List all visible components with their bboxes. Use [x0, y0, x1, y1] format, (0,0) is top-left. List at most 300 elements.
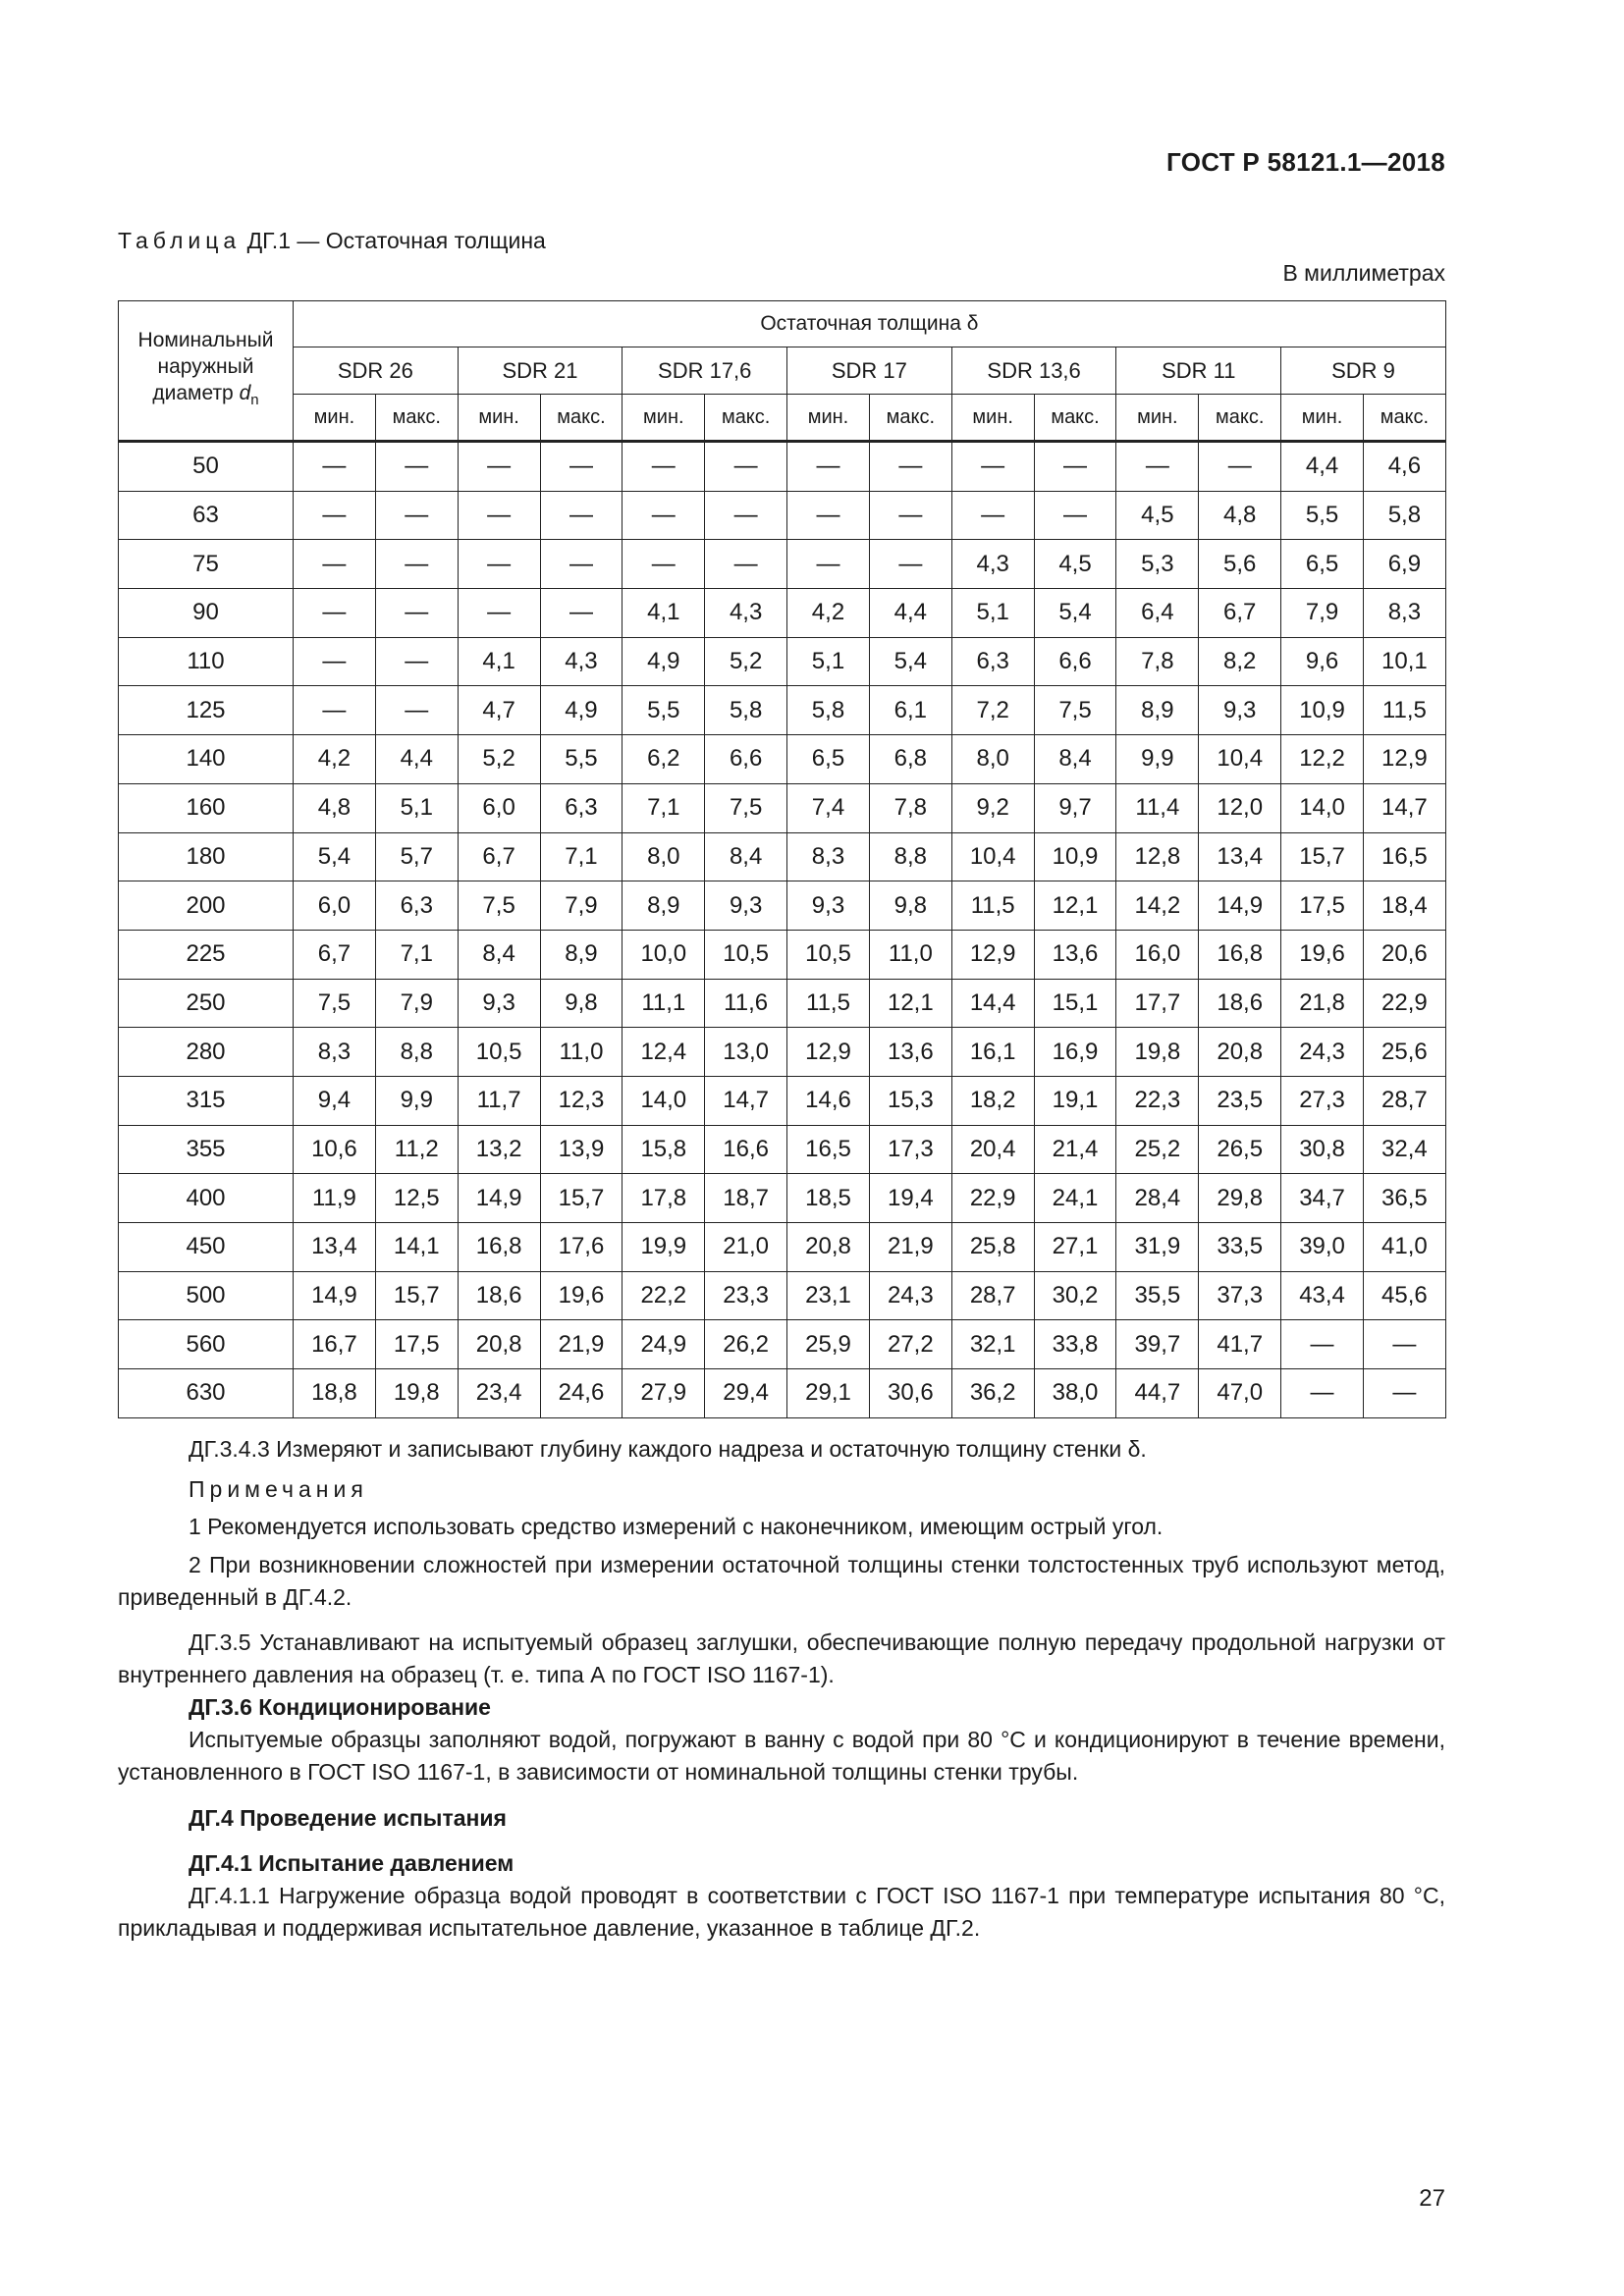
thickness-cell: 35,5 — [1116, 1271, 1199, 1320]
thickness-cell: 10,4 — [1199, 735, 1281, 784]
table-row — [119, 1125, 1446, 1174]
thickness-cell: — — [1034, 491, 1116, 540]
thickness-cell: 14,9 — [1199, 881, 1281, 931]
thickness-cell: 7,4 — [787, 783, 870, 832]
thickness-cell: 23,5 — [1199, 1076, 1281, 1125]
thickness-cell: 5,2 — [458, 735, 540, 784]
thickness-cell: 14,2 — [1116, 881, 1199, 931]
table-row — [119, 686, 1446, 735]
thickness-cell: — — [540, 540, 623, 589]
diameter-cell: 110 — [119, 637, 294, 686]
thickness-cell: 19,8 — [375, 1369, 458, 1418]
thickness-cell: — — [951, 491, 1034, 540]
table-row — [119, 589, 1446, 638]
thickness-cell: 5,5 — [623, 686, 705, 735]
diameter-cell: 355 — [119, 1125, 294, 1174]
sdr-header: SDR 17,6 — [623, 347, 787, 395]
thickness-cell: — — [1281, 1320, 1364, 1369]
thickness-cell: 20,8 — [458, 1320, 540, 1369]
paragraph-4-1-1: ДГ.4.1.1 Нагружение образца водой проводят в соответствии с ГОСТ ISO 1167-1 при температуре испытания 80 °С, прикладывая и поддерживая испытательное давление, указанное в таблице ДГ.2. — [118, 1883, 1445, 1941]
thickness-cell: 14,4 — [951, 979, 1034, 1028]
thickness-cell: — — [540, 589, 623, 638]
thickness-cell: 4,5 — [1034, 540, 1116, 589]
min-header: мин. — [1281, 395, 1364, 442]
thickness-cell: — — [787, 491, 870, 540]
thickness-cell: 13,9 — [540, 1125, 623, 1174]
thickness-cell: 7,1 — [540, 832, 623, 881]
thickness-cell: 33,5 — [1199, 1223, 1281, 1272]
thickness-cell: 39,7 — [1116, 1320, 1199, 1369]
min-header: мин. — [1116, 395, 1199, 442]
thickness-cell: 4,6 — [1363, 442, 1445, 492]
thickness-cell: — — [869, 540, 951, 589]
thickness-cell: 41,7 — [1199, 1320, 1281, 1369]
thickness-cell: 7,5 — [1034, 686, 1116, 735]
thickness-cell: — — [375, 589, 458, 638]
page-number: 27 — [1419, 2185, 1445, 2212]
thickness-cell: 28,7 — [1363, 1076, 1445, 1125]
thickness-cell: 19,9 — [623, 1223, 705, 1272]
thickness-cell: 11,7 — [458, 1076, 540, 1125]
max-header: макс. — [1034, 395, 1116, 442]
thickness-cell: 14,0 — [623, 1076, 705, 1125]
thickness-cell: 36,5 — [1363, 1174, 1445, 1223]
thickness-cell: — — [294, 686, 376, 735]
table-row — [119, 1028, 1446, 1077]
min-header: мин. — [623, 395, 705, 442]
table-row — [119, 637, 1446, 686]
thickness-cell: 10,6 — [294, 1125, 376, 1174]
paragraph-3-6: Испытуемые образцы заполняют водой, погружают в ванну с водой при 80 °С и кондиционируют в течение времени, установленного в ГОСТ ISO 1167-1, в зависимости от номинальной толщины стенки трубы. — [118, 1727, 1445, 1785]
thickness-cell: 24,9 — [623, 1320, 705, 1369]
thickness-cell: 5,8 — [1363, 491, 1445, 540]
thickness-cell: 19,4 — [869, 1174, 951, 1223]
thickness-cell: 12,0 — [1199, 783, 1281, 832]
thickness-cell: — — [458, 589, 540, 638]
thickness-cell: 9,6 — [1281, 637, 1364, 686]
note-1: 1 Рекомендуется использовать средство измерений с наконечником, имеющим острый угол. — [189, 1514, 1164, 1539]
thickness-cell: 14,0 — [1281, 783, 1364, 832]
thickness-cell: 16,9 — [1034, 1028, 1116, 1077]
thickness-cell: 17,7 — [1116, 979, 1199, 1028]
thickness-cell: 9,3 — [1199, 686, 1281, 735]
thickness-cell: 6,5 — [787, 735, 870, 784]
table-body — [119, 442, 1446, 1418]
thickness-cell: 5,6 — [1199, 540, 1281, 589]
thickness-cell: 30,8 — [1281, 1125, 1364, 1174]
thickness-cell: 16,1 — [951, 1028, 1034, 1077]
thickness-cell: 11,2 — [375, 1125, 458, 1174]
diameter-cell: 250 — [119, 979, 294, 1028]
thickness-cell: 6,0 — [458, 783, 540, 832]
thickness-cell: — — [375, 637, 458, 686]
thickness-cell: 23,3 — [705, 1271, 787, 1320]
thickness-cell: 6,7 — [294, 930, 376, 979]
thickness-cell: 23,1 — [787, 1271, 870, 1320]
thickness-cell: 17,6 — [540, 1223, 623, 1272]
thickness-cell: 30,6 — [869, 1369, 951, 1418]
thickness-cell: 5,1 — [375, 783, 458, 832]
table-row — [119, 491, 1446, 540]
document-designation: ГОСТ Р 58121.1—2018 — [1166, 147, 1445, 177]
thickness-cell: 7,9 — [540, 881, 623, 931]
thickness-cell: 10,9 — [1034, 832, 1116, 881]
thickness-cell: — — [294, 442, 376, 492]
thickness-cell: 4,2 — [294, 735, 376, 784]
thickness-cell: 24,3 — [869, 1271, 951, 1320]
thickness-cell: 18,7 — [705, 1174, 787, 1223]
thickness-cell: 9,9 — [375, 1076, 458, 1125]
table-row — [119, 1076, 1446, 1125]
thickness-cell: — — [294, 540, 376, 589]
thickness-cell: — — [705, 491, 787, 540]
thickness-cell: 37,3 — [1199, 1271, 1281, 1320]
thickness-cell: 5,5 — [540, 735, 623, 784]
thickness-cell: — — [375, 686, 458, 735]
thickness-cell: 33,8 — [1034, 1320, 1116, 1369]
thickness-cell: 5,4 — [294, 832, 376, 881]
thickness-cell: 4,4 — [1281, 442, 1364, 492]
thickness-cell: 26,5 — [1199, 1125, 1281, 1174]
thickness-cell: 7,1 — [375, 930, 458, 979]
thickness-cell: 22,2 — [623, 1271, 705, 1320]
thickness-cell: 19,6 — [1281, 930, 1364, 979]
thickness-cell: 20,4 — [951, 1125, 1034, 1174]
thickness-cell: 4,5 — [1116, 491, 1199, 540]
thickness-cell: 24,3 — [1281, 1028, 1364, 1077]
thickness-cell: 5,1 — [787, 637, 870, 686]
thickness-cell: 14,9 — [458, 1174, 540, 1223]
thickness-cell: 21,9 — [540, 1320, 623, 1369]
thickness-cell: 4,3 — [951, 540, 1034, 589]
thickness-cell: 25,2 — [1116, 1125, 1199, 1174]
thickness-cell: 6,1 — [869, 686, 951, 735]
section-text — [118, 1433, 1445, 1945]
max-header: макс. — [375, 395, 458, 442]
diameter-cell: 140 — [119, 735, 294, 784]
thickness-cell: 16,7 — [294, 1320, 376, 1369]
thickness-cell: 8,9 — [540, 930, 623, 979]
thickness-cell: 14,1 — [375, 1223, 458, 1272]
thickness-cell: 6,3 — [375, 881, 458, 931]
max-header: макс. — [1363, 395, 1445, 442]
thickness-cell: 10,9 — [1281, 686, 1364, 735]
thickness-cell: 12,4 — [623, 1028, 705, 1077]
thickness-cell: 19,6 — [540, 1271, 623, 1320]
thickness-cell: 5,5 — [1281, 491, 1364, 540]
thickness-cell: — — [1363, 1320, 1445, 1369]
thickness-cell: 10,4 — [951, 832, 1034, 881]
thickness-cell: 6,2 — [623, 735, 705, 784]
thickness-cell: 6,6 — [705, 735, 787, 784]
thickness-cell: 30,2 — [1034, 1271, 1116, 1320]
thickness-cell: 15,1 — [1034, 979, 1116, 1028]
thickness-cell: 8,9 — [1116, 686, 1199, 735]
thickness-cell: 12,5 — [375, 1174, 458, 1223]
thickness-cell: 27,3 — [1281, 1076, 1364, 1125]
thickness-cell: 7,8 — [1116, 637, 1199, 686]
thickness-cell: 9,9 — [1116, 735, 1199, 784]
thickness-cell: 34,7 — [1281, 1174, 1364, 1223]
diameter-cell: 225 — [119, 930, 294, 979]
thickness-cell: 4,3 — [705, 589, 787, 638]
sdr-header: SDR 17 — [787, 347, 952, 395]
diameter-cell: 200 — [119, 881, 294, 931]
thickness-cell: 16,8 — [458, 1223, 540, 1272]
heading-3-6: ДГ.3.6 Кондиционирование — [189, 1694, 491, 1720]
thickness-cell: 5,3 — [1116, 540, 1199, 589]
thickness-cell: 9,3 — [787, 881, 870, 931]
diameter-cell: 400 — [119, 1174, 294, 1223]
thickness-cell: — — [294, 589, 376, 638]
thickness-cell: — — [540, 442, 623, 492]
thickness-cell: 11,4 — [1116, 783, 1199, 832]
thickness-cell: 12,3 — [540, 1076, 623, 1125]
thickness-cell: 10,0 — [623, 930, 705, 979]
diameter-cell: 560 — [119, 1320, 294, 1369]
thickness-cell: 9,8 — [540, 979, 623, 1028]
thickness-cell: 4,1 — [458, 637, 540, 686]
thickness-cell: 7,9 — [375, 979, 458, 1028]
thickness-cell: 45,6 — [1363, 1271, 1445, 1320]
thickness-cell: 43,4 — [1281, 1271, 1364, 1320]
thickness-cell: 21,9 — [869, 1223, 951, 1272]
notes-title: Примечания — [189, 1476, 368, 1502]
thickness-cell: 13,6 — [869, 1028, 951, 1077]
thickness-cell: 6,3 — [951, 637, 1034, 686]
thickness-cell: 32,4 — [1363, 1125, 1445, 1174]
thickness-cell: 7,8 — [869, 783, 951, 832]
thickness-cell: 4,9 — [623, 637, 705, 686]
diameter-cell: 450 — [119, 1223, 294, 1272]
thickness-cell: 15,7 — [540, 1174, 623, 1223]
table-row — [119, 1320, 1446, 1369]
thickness-cell: 32,1 — [951, 1320, 1034, 1369]
thickness-cell: 16,6 — [705, 1125, 787, 1174]
thickness-cell: 25,6 — [1363, 1028, 1445, 1077]
thickness-cell: 36,2 — [951, 1369, 1034, 1418]
thickness-cell: 7,5 — [458, 881, 540, 931]
thickness-cell: 10,5 — [787, 930, 870, 979]
thickness-cell: 4,8 — [1199, 491, 1281, 540]
thickness-cell: — — [540, 491, 623, 540]
residual-thickness-table — [118, 300, 1446, 1418]
min-header: мин. — [294, 395, 376, 442]
thickness-cell: 11,0 — [869, 930, 951, 979]
thickness-cell: 12,9 — [1363, 735, 1445, 784]
diameter-cell: 280 — [119, 1028, 294, 1077]
thickness-cell: 23,4 — [458, 1369, 540, 1418]
thickness-cell: 15,3 — [869, 1076, 951, 1125]
thickness-cell: 7,5 — [705, 783, 787, 832]
thickness-cell: 21,8 — [1281, 979, 1364, 1028]
thickness-cell: — — [1116, 442, 1199, 492]
thickness-cell: 12,9 — [951, 930, 1034, 979]
thickness-cell: — — [623, 491, 705, 540]
thickness-cell: 17,3 — [869, 1125, 951, 1174]
thickness-cell: 47,0 — [1199, 1369, 1281, 1418]
thickness-cell: 22,9 — [951, 1174, 1034, 1223]
thickness-cell: 7,5 — [294, 979, 376, 1028]
thickness-cell: 4,2 — [787, 589, 870, 638]
sdr-header: SDR 26 — [294, 347, 459, 395]
thickness-cell: 10,5 — [458, 1028, 540, 1077]
thickness-cell: 14,7 — [705, 1076, 787, 1125]
thickness-cell: 16,8 — [1199, 930, 1281, 979]
thickness-cell: 14,9 — [294, 1271, 376, 1320]
thickness-cell: 11,5 — [1363, 686, 1445, 735]
thickness-cell: — — [623, 442, 705, 492]
thickness-cell: 29,4 — [705, 1369, 787, 1418]
thickness-cell: 27,2 — [869, 1320, 951, 1369]
thickness-cell: 8,3 — [1363, 589, 1445, 638]
thickness-cell: 6,9 — [1363, 540, 1445, 589]
thickness-cell: 14,6 — [787, 1076, 870, 1125]
max-header: макс. — [540, 395, 623, 442]
paragraph-3-5: ДГ.3.5 Устанавливают на испытуемый образец заглушки, обеспечивающие полную передачу продольной нагрузки от внутреннего давления на образец (т. е. типа А по ГОСТ ISO 1167-1). — [118, 1629, 1445, 1687]
thickness-cell: 5,4 — [869, 637, 951, 686]
table-row — [119, 881, 1446, 931]
thickness-cell: 16,5 — [1363, 832, 1445, 881]
thickness-cell: 4,7 — [458, 686, 540, 735]
thickness-cell: — — [1034, 442, 1116, 492]
thickness-cell: 13,6 — [1034, 930, 1116, 979]
table-row — [119, 1369, 1446, 1418]
thickness-cell: 29,1 — [787, 1369, 870, 1418]
table-row — [119, 1271, 1446, 1320]
thickness-cell: — — [458, 540, 540, 589]
thickness-cell: 20,8 — [787, 1223, 870, 1272]
thickness-cell: 8,4 — [1034, 735, 1116, 784]
diameter-cell: 75 — [119, 540, 294, 589]
thickness-cell: 10,5 — [705, 930, 787, 979]
thickness-cell: — — [951, 442, 1034, 492]
table-caption-title: ДГ.1 — Остаточная толщина — [241, 228, 546, 253]
thickness-cell: 25,9 — [787, 1320, 870, 1369]
thickness-cell: — — [1363, 1369, 1445, 1418]
thickness-cell: 6,3 — [540, 783, 623, 832]
thickness-cell: 11,5 — [951, 881, 1034, 931]
max-header: макс. — [869, 395, 951, 442]
thickness-cell: 5,8 — [705, 686, 787, 735]
thickness-cell: — — [294, 491, 376, 540]
thickness-cell: 11,6 — [705, 979, 787, 1028]
thickness-cell: — — [623, 540, 705, 589]
thickness-cell: 18,6 — [1199, 979, 1281, 1028]
diameter-cell: 315 — [119, 1076, 294, 1125]
diameter-cell: 500 — [119, 1271, 294, 1320]
thickness-cell: 18,6 — [458, 1271, 540, 1320]
thickness-cell: 10,1 — [1363, 637, 1445, 686]
thickness-cell: 28,4 — [1116, 1174, 1199, 1223]
row-header-label: Номинальный наружный диаметр — [137, 329, 274, 405]
thickness-cell: 4,3 — [540, 637, 623, 686]
diameter-cell: 125 — [119, 686, 294, 735]
thickness-cell: 6,5 — [1281, 540, 1364, 589]
thickness-cell: 31,9 — [1116, 1223, 1199, 1272]
heading-4-1: ДГ.4.1 Испытание давлением — [189, 1850, 514, 1876]
thickness-cell: 28,7 — [951, 1271, 1034, 1320]
thickness-cell: — — [294, 637, 376, 686]
table-row — [119, 783, 1446, 832]
thickness-cell: 5,7 — [375, 832, 458, 881]
thickness-cell: 8,0 — [623, 832, 705, 881]
thickness-cell: — — [705, 442, 787, 492]
thickness-cell: 16,5 — [787, 1125, 870, 1174]
thickness-cell: 8,8 — [869, 832, 951, 881]
thickness-cell: 38,0 — [1034, 1369, 1116, 1418]
max-header: макс. — [705, 395, 787, 442]
thickness-cell: 12,1 — [1034, 881, 1116, 931]
thickness-cell: 6,7 — [1199, 589, 1281, 638]
thickness-cell: 9,4 — [294, 1076, 376, 1125]
thickness-cell: 4,4 — [375, 735, 458, 784]
thickness-cell: 17,5 — [1281, 881, 1364, 931]
thickness-cell: — — [375, 540, 458, 589]
thickness-cell: 5,4 — [1034, 589, 1116, 638]
thickness-cell: 18,8 — [294, 1369, 376, 1418]
thickness-cell: 4,4 — [869, 589, 951, 638]
thickness-cell: 20,8 — [1199, 1028, 1281, 1077]
thickness-cell: 8,3 — [294, 1028, 376, 1077]
thickness-cell: 27,1 — [1034, 1223, 1116, 1272]
thickness-cell: — — [705, 540, 787, 589]
group-header: Остаточная толщина δ — [294, 301, 1446, 347]
thickness-cell: 25,8 — [951, 1223, 1034, 1272]
thickness-cell: 15,8 — [623, 1125, 705, 1174]
thickness-cell: 6,4 — [1116, 589, 1199, 638]
thickness-cell: 13,2 — [458, 1125, 540, 1174]
sdr-header-row — [119, 347, 1446, 395]
thickness-cell: 8,2 — [1199, 637, 1281, 686]
thickness-cell: 26,2 — [705, 1320, 787, 1369]
thickness-cell: 7,2 — [951, 686, 1034, 735]
table-row — [119, 1223, 1446, 1272]
thickness-cell: 8,4 — [705, 832, 787, 881]
thickness-cell: 13,4 — [1199, 832, 1281, 881]
max-header: макс. — [1199, 395, 1281, 442]
thickness-cell: 12,2 — [1281, 735, 1364, 784]
sdr-header: SDR 13,6 — [951, 347, 1116, 395]
sdr-header: SDR 9 — [1281, 347, 1446, 395]
thickness-cell: 14,7 — [1363, 783, 1445, 832]
thickness-cell: 8,9 — [623, 881, 705, 931]
thickness-cell: 24,1 — [1034, 1174, 1116, 1223]
thickness-cell: 11,1 — [623, 979, 705, 1028]
thickness-cell: 13,4 — [294, 1223, 376, 1272]
min-header: мин. — [458, 395, 540, 442]
thickness-cell: 8,8 — [375, 1028, 458, 1077]
sdr-header: SDR 11 — [1116, 347, 1281, 395]
table-caption — [118, 228, 546, 254]
thickness-cell: 18,4 — [1363, 881, 1445, 931]
thickness-cell: 9,7 — [1034, 783, 1116, 832]
thickness-cell: — — [375, 442, 458, 492]
thickness-cell: 4,8 — [294, 783, 376, 832]
thickness-cell: — — [375, 491, 458, 540]
thickness-cell: 19,8 — [1116, 1028, 1199, 1077]
thickness-cell: 6,8 — [869, 735, 951, 784]
table-row — [119, 1174, 1446, 1223]
thickness-cell: — — [869, 442, 951, 492]
table-units: В миллиметрах — [1282, 260, 1445, 286]
table-row — [119, 832, 1446, 881]
thickness-cell: 15,7 — [1281, 832, 1364, 881]
thickness-cell: 5,8 — [787, 686, 870, 735]
thickness-cell: — — [1281, 1369, 1364, 1418]
thickness-cell: 44,7 — [1116, 1369, 1199, 1418]
thickness-cell: 6,7 — [458, 832, 540, 881]
